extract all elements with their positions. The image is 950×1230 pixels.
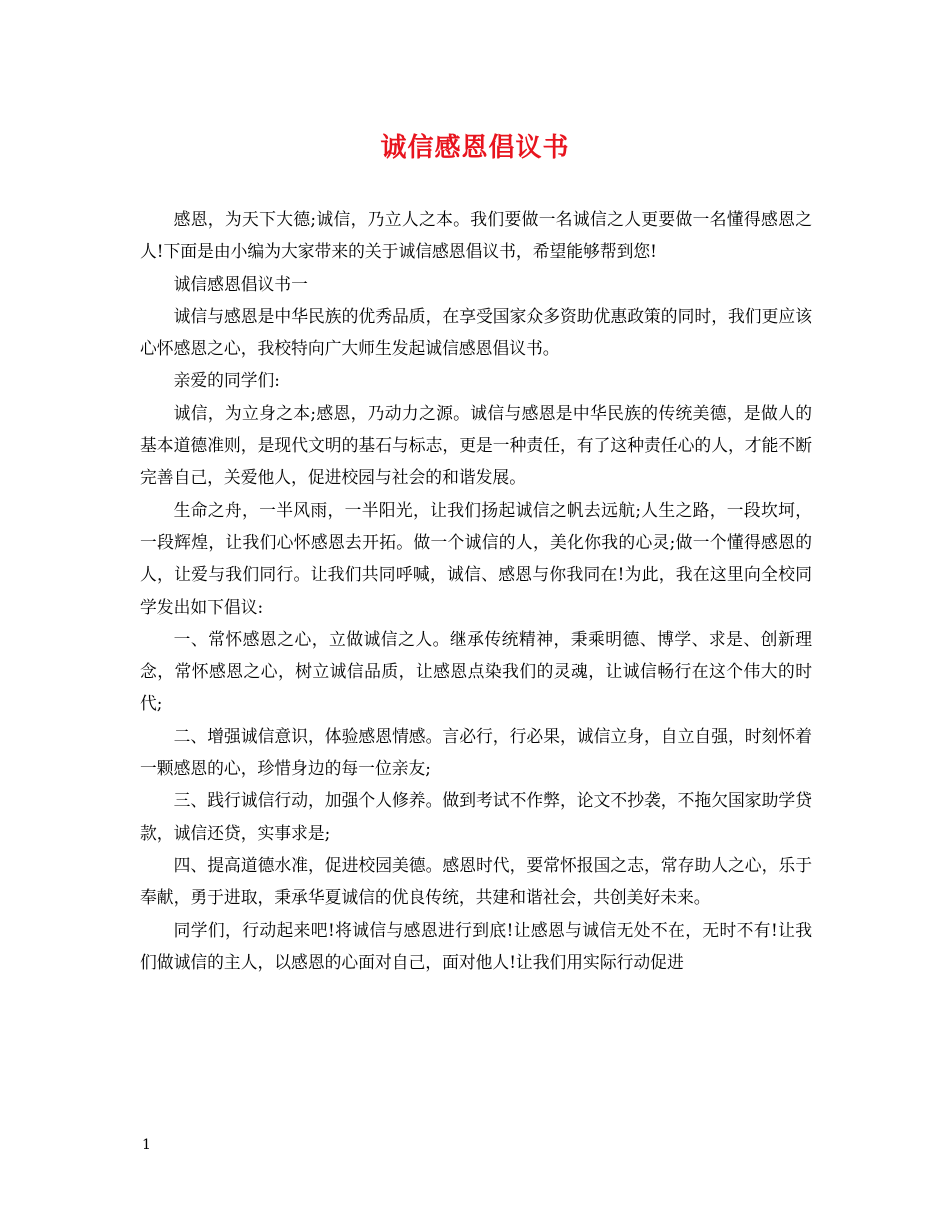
page-number: 1 xyxy=(142,1137,151,1153)
paragraph-proposal-2: 二、增强诚信意识，体验感恩情感。言必行，行必果，诚信立身，自立自强，时刻怀着一颗感恩的心，珍惜身边的每一位亲友; xyxy=(140,725,812,779)
paragraph-integrity: 诚信，为立身之本;感恩，乃动力之源。诚信与感恩是中华民族的传统美德，是做人的基本道德准则，是现代文明的基石与标志，更是一种责任，有了这种责任心的人，才能不断完善自己，关爱他人，促进校园与社会的和谐发展。 xyxy=(140,402,812,488)
paragraph-proposal-1: 一、常怀感恩之心，立做诚信之人。继承传统精神，秉乘明德、博学、求是、创新理念，常怀感恩之心，树立诚信品质，让感恩点染我们的灵魂，让诚信畅行在这个伟大的时代; xyxy=(140,628,812,714)
document-title: 诚信感恩倡议书 xyxy=(380,133,570,163)
paragraph-call-to-action: 同学们，行动起来吧!将诚信与感恩进行到底!让感恩与诚信无处不在，无时不有!让我们做诚信的主人，以感恩的心面对自己，面对他人!让我们用实际行动促进 xyxy=(140,919,812,972)
paragraph-salutation: 亲爱的同学们: xyxy=(173,370,280,391)
document-body xyxy=(140,203,812,978)
paragraph-section-heading: 诚信感恩倡议书一 xyxy=(173,273,308,294)
paragraph-life-boat: 生命之舟，一半风雨，一半阳光，让我们扬起诚信之帆去远航;人生之路，一段坎坷，一段辉煌，让我们心怀感恩去开拓。做一个诚信的人，美化你我的心灵;做一个懂得感恩的人，让爱与我们同行。让我们共同呼喊，诚信、感恩与你我同在!为此，我在这里向全校同学发出如下倡议: xyxy=(140,499,812,617)
paragraph-intro: 感恩，为天下大德;诚信，乃立人之本。我们要做一名诚信之人更要做一名懂得感恩之人!下面是由小编为大家带来的关于诚信感恩倡议书，希望能够帮到您! xyxy=(140,209,812,262)
paragraph-background: 诚信与感恩是中华民族的优秀品质，在享受国家众多资助优惠政策的同时，我们更应该心怀感恩之心，我校特向广大师生发起诚信感恩倡议书。 xyxy=(140,305,812,359)
paragraph-proposal-3: 三、践行诚信行动，加强个人修养。做到考试不作弊，论文不抄袭，不拖欠国家助学贷款，诚信还贷，实事求是; xyxy=(140,790,812,843)
paragraph-proposal-4: 四、提高道德水准，促进校园美德。感恩时代，要常怀报国之志，常存助人之心，乐于奉献，勇于进取，秉承华夏诚信的优良传统，共建和谐社会，共创美好未来。 xyxy=(140,854,812,908)
